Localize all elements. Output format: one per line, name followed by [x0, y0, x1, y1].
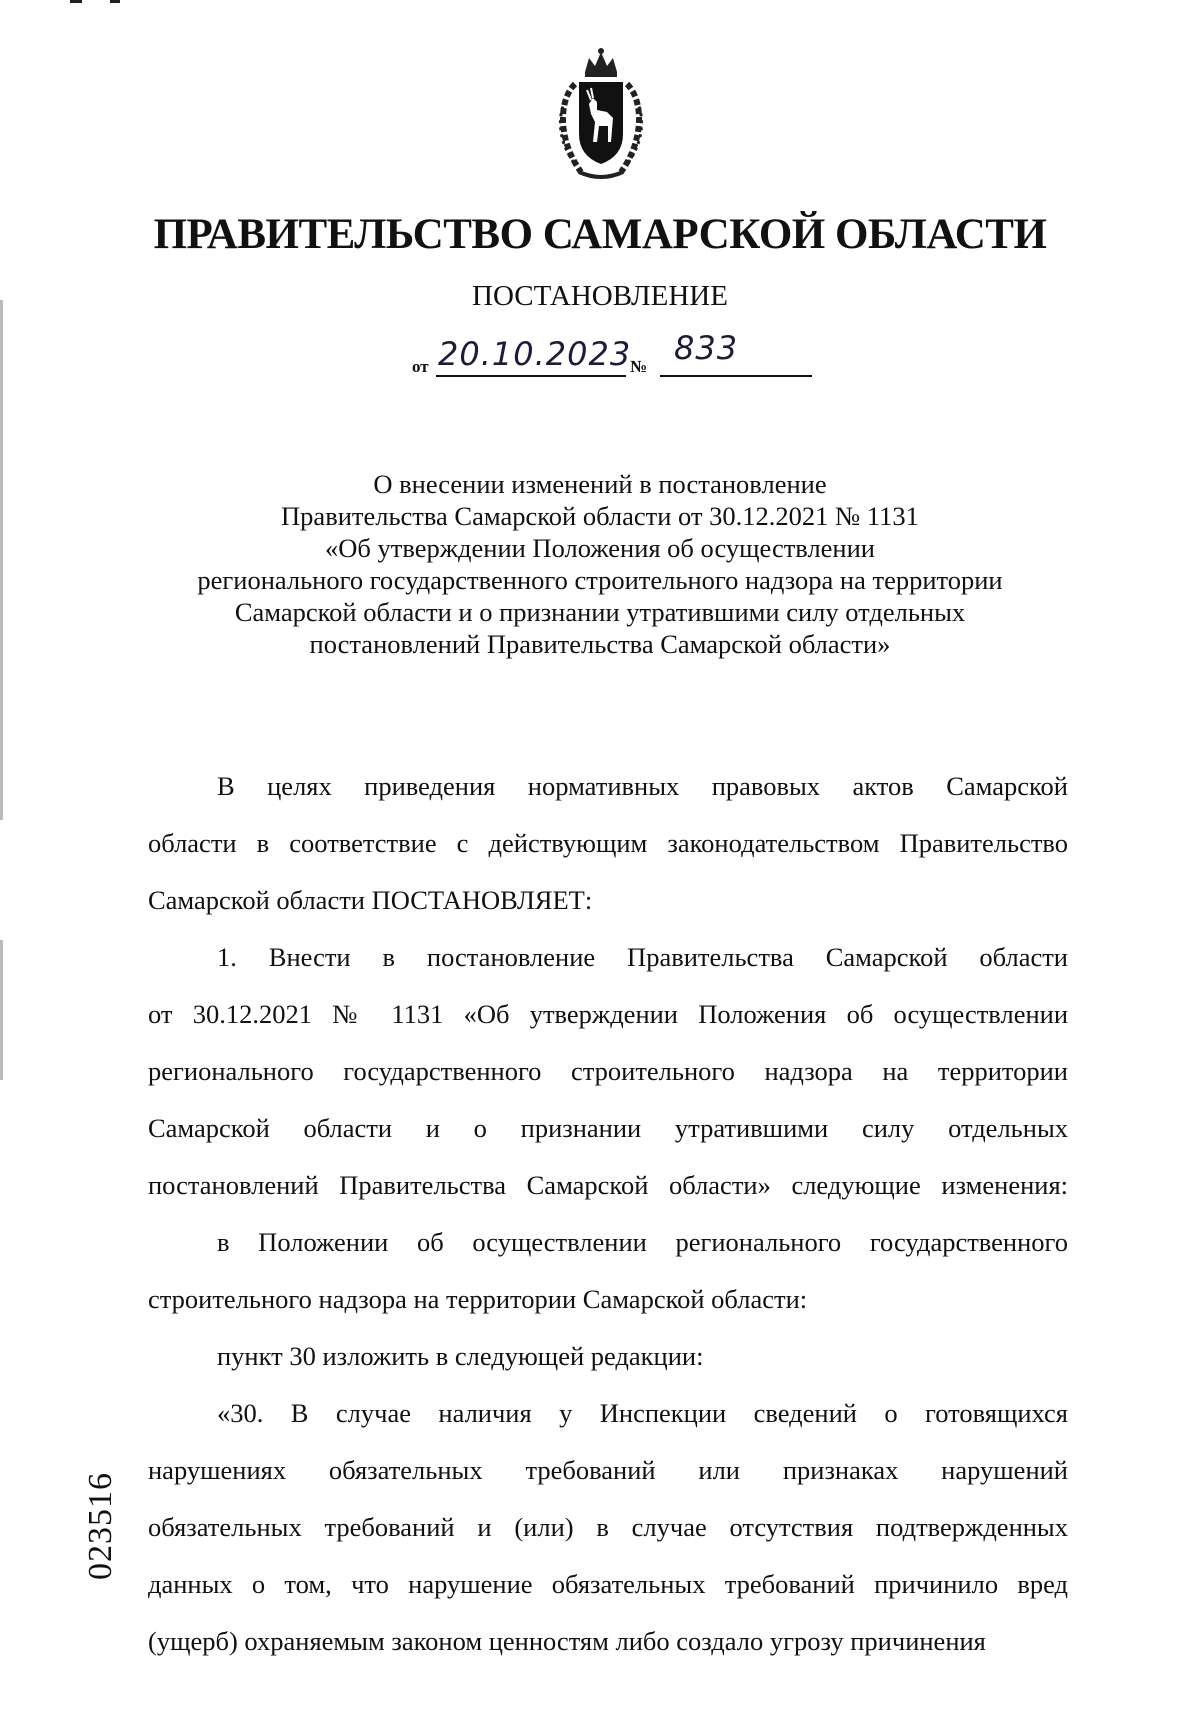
body-line: данных о том, что нарушение обязательных требований причинило вред	[148, 1569, 1068, 1599]
document-body	[148, 758, 1068, 1670]
handwritten-number: 833	[674, 329, 739, 367]
body-line: Самарской области и о признании утратившими силу отдельных	[148, 1113, 1068, 1143]
body-line: 1. Внести в постановление Правительства Самарской области	[217, 942, 1068, 972]
body-line: в Положении об осуществлении регионального государственного	[217, 1227, 1068, 1257]
body-line: обязательных требований и (или) в случае отсутствия подтвержденных	[148, 1512, 1068, 1542]
number-prefix: №	[630, 357, 648, 376]
date-prefix: от	[412, 357, 429, 376]
body-line: области в соответствие с действующим законодательством Правительство	[148, 828, 1068, 858]
scan-edge-mark	[110, 0, 120, 3]
coat-of-arms-emblem	[545, 44, 657, 184]
body-line: В целях приведения нормативных правовых актов Самарской	[217, 771, 1068, 801]
body-line: постановлений Правительства Самарской области» следующие изменения:	[148, 1170, 1068, 1200]
serial-number: 023516	[82, 1472, 119, 1580]
subject-line: Правительства Самарской области от 30.12.2021 № 1131	[281, 501, 919, 531]
subject-line: «Об утверждении Положения об осуществлении	[325, 533, 875, 563]
subject-line: регионального государственного строительного надзора на территории	[197, 565, 1003, 595]
authority-title: ПРАВИТЕЛЬСТВО САМАРСКОЙ ОБЛАСТИ	[153, 211, 1047, 258]
body-line: (ущерб) охраняемым законом ценностям либо создало угрозу причинения	[148, 1626, 986, 1656]
document-type: ПОСТАНОВЛЕНИЕ	[472, 280, 728, 312]
date-underline	[436, 375, 626, 377]
subject-line: О внесении изменений в постановление	[373, 469, 827, 499]
body-line: нарушениях обязательных требований или признаках нарушений	[148, 1455, 1068, 1485]
body-line: регионального государственного строительного надзора на территории	[148, 1056, 1068, 1086]
subject-line: Самарской области и о признании утратившими силу отдельных	[234, 597, 966, 627]
handwritten-date: 20.10.2023	[438, 335, 632, 373]
body-line: от 30.12.2021 № 1131 «Об утверждении Положения об осуществлении	[148, 999, 1068, 1029]
body-line: «30. В случае наличия у Инспекции сведений о готовящихся	[217, 1398, 1068, 1428]
document-subject	[150, 468, 1050, 660]
number-underline	[660, 375, 812, 377]
body-line: Самарской области ПОСТАНОВЛЯЕТ:	[148, 885, 593, 915]
date-number-line	[412, 329, 812, 385]
scan-edge-mark	[70, 0, 82, 3]
scan-edge-mark	[0, 940, 3, 1080]
subject-line: постановлений Правительства Самарской области»	[309, 629, 891, 659]
scan-edge-mark	[0, 300, 3, 820]
body-line: пункт 30 изложить в следующей редакции:	[217, 1341, 704, 1371]
body-line: строительного надзора на территории Самарской области:	[148, 1284, 808, 1314]
